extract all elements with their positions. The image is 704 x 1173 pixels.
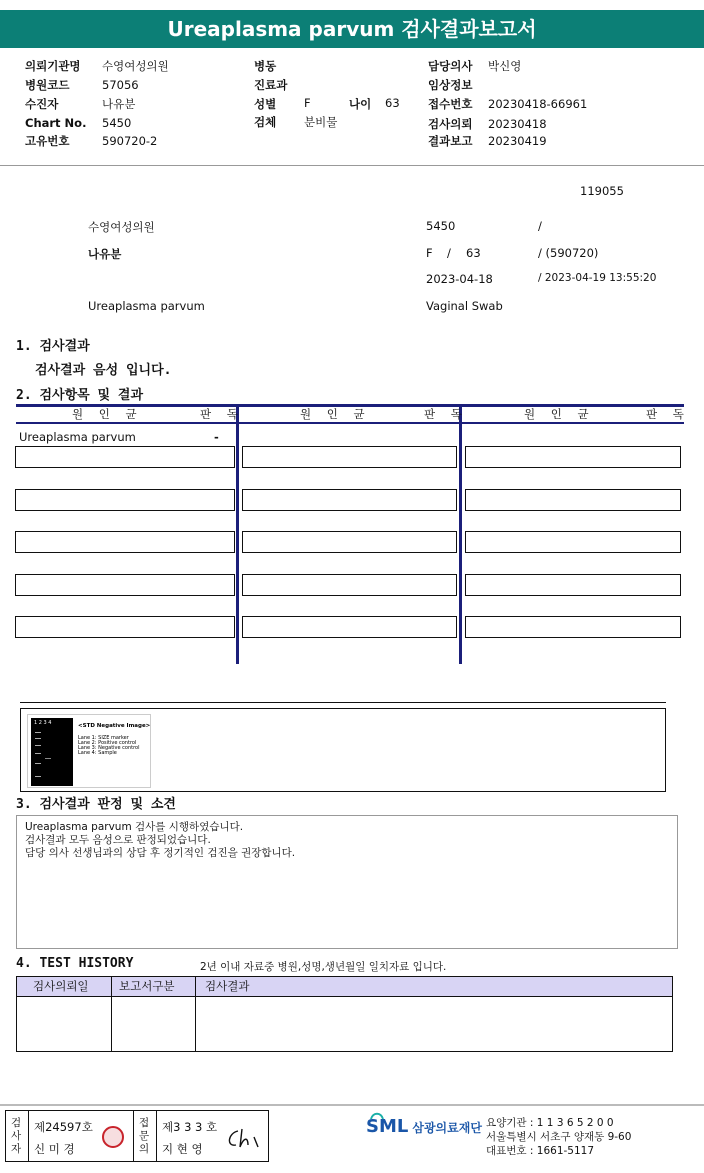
opinion-line: 검사결과 모두 음성으로 판정되었습니다. xyxy=(25,834,211,846)
header-value: 20230419 xyxy=(488,134,547,148)
specimen-value: 분비물 xyxy=(304,115,338,129)
table-header-rule xyxy=(16,422,684,424)
info-test: Ureaplasma parvum xyxy=(88,299,205,313)
table-column-divider xyxy=(236,406,239,664)
header-divider xyxy=(0,165,704,166)
result-cell xyxy=(465,616,681,638)
result-cell xyxy=(15,616,235,638)
header-label: Chart No. xyxy=(25,116,87,130)
approver-name: 지 현 영 xyxy=(162,1142,203,1156)
opinion-line: Ureaplasma parvum 검사를 시행하였습니다. xyxy=(25,821,244,833)
signature-icon xyxy=(224,1125,262,1151)
result-item-name: Ureaplasma parvum xyxy=(19,430,136,444)
gel-lane-numbers: 1 2 3 4 xyxy=(34,720,52,726)
col-header-judge: 판 독 xyxy=(646,407,690,421)
info-specimen: Vaginal Swab xyxy=(426,299,503,313)
col-header-judge: 판 독 xyxy=(200,407,244,421)
header-label: 담당의사 xyxy=(428,59,473,73)
col-header-judge: 판 독 xyxy=(424,407,468,421)
col-header-pathogen: 원 인 균 xyxy=(524,407,595,421)
report-title: Ureaplasma parvum 검사결과보고서 xyxy=(0,10,704,48)
history-note: 2년 이내 자료중 병원,성명,생년월일 일치자료 입니다. xyxy=(200,961,447,973)
opinion-line: 담당 의사 선생님과의 상담 후 정기적인 검진을 권장합니다. xyxy=(25,847,296,859)
header-row xyxy=(25,77,139,93)
result-cell xyxy=(15,574,235,596)
logo-arc-icon xyxy=(370,1110,384,1120)
col-header-pathogen: 원 인 균 xyxy=(72,407,143,421)
result-cell xyxy=(15,446,235,468)
table-column-divider xyxy=(459,406,462,664)
header-label: 접수번호 xyxy=(428,97,473,111)
header-value: 5450 xyxy=(102,116,132,130)
header-label: 의뢰기관명 xyxy=(25,59,81,73)
header-row xyxy=(428,133,547,149)
result-cell xyxy=(465,531,681,553)
history-col-date: 검사의뢰일 xyxy=(33,979,89,993)
header-row xyxy=(25,133,157,149)
info-date-received: 2023-04-18 xyxy=(426,272,493,286)
header-label: 임상정보 xyxy=(428,78,473,92)
header-row xyxy=(428,58,521,74)
gel-lanes xyxy=(31,718,73,786)
section1-result: 검사결과 음성 입니다. xyxy=(35,363,172,378)
contact-line: 서울특별시 서초구 양재동 9-60 xyxy=(486,1131,632,1143)
tester-label-text: 검사자 xyxy=(11,1117,22,1155)
result-cell xyxy=(242,574,457,596)
sex-label: 성별 xyxy=(254,97,277,111)
gel-divider xyxy=(20,702,666,703)
gel-title: <STD Negative Image> xyxy=(78,723,151,729)
info-date-reported: / 2023-04-19 13:55:20 xyxy=(538,272,657,284)
info-sex: F xyxy=(426,246,433,260)
result-cell xyxy=(242,446,457,468)
header-value: 박신영 xyxy=(488,59,522,73)
opinion-box xyxy=(16,815,678,949)
result-cell xyxy=(465,489,681,511)
approver-label-text: 접문의 xyxy=(139,1117,150,1155)
info-patient: 나유분 xyxy=(88,247,122,261)
header-value: 57056 xyxy=(102,78,139,92)
tester-number: 제24597호 xyxy=(34,1120,93,1134)
header-label: 고유번호 xyxy=(25,134,70,148)
result-cell xyxy=(242,531,457,553)
header-label: 병원코드 xyxy=(25,78,70,92)
col-header-pathogen: 원 인 균 xyxy=(300,407,371,421)
contact-line: 요양기관 : 1 1 3 6 5 2 0 0 xyxy=(486,1117,614,1129)
org-name: 삼광의료재단 xyxy=(412,1121,482,1135)
header-row xyxy=(428,96,587,112)
header-value: 590720-2 xyxy=(102,134,158,148)
gel-legend-line: Lane 4: Sample xyxy=(78,750,117,756)
gel-legend-line: Lane 2: Positive control xyxy=(78,740,137,746)
result-cell xyxy=(242,616,457,638)
info-chart: 5450 xyxy=(426,219,456,233)
header-row xyxy=(25,116,131,130)
section1-heading: 1. 검사결과 xyxy=(16,339,90,354)
header-label: 수진자 xyxy=(25,97,59,111)
header-row xyxy=(25,58,169,74)
age-value: 63 xyxy=(385,96,400,110)
specimen-label: 검체 xyxy=(254,115,277,129)
result-cell xyxy=(465,446,681,468)
history-col-divider xyxy=(195,977,196,1051)
gel-panel xyxy=(20,708,666,792)
logo-text: SML xyxy=(366,1116,409,1137)
info-hospital: 수영여성의원 xyxy=(88,220,155,234)
approver-label xyxy=(136,1117,152,1156)
result-cell xyxy=(465,574,681,596)
header-row xyxy=(25,96,135,112)
gel-legend-line: Lane 3: Negative control xyxy=(78,745,140,751)
info-sex-slash: / xyxy=(447,246,451,260)
info-id: / (590720) xyxy=(538,246,599,260)
header-label: 결과보고 xyxy=(428,134,473,148)
signature-box xyxy=(5,1110,269,1162)
history-header xyxy=(17,977,672,997)
age-label: 나이 xyxy=(349,97,372,111)
ward-label: 병동 xyxy=(254,59,277,73)
contact-info xyxy=(486,1116,631,1158)
result-cell xyxy=(15,531,235,553)
footer-divider xyxy=(0,1104,704,1106)
result-item-value: - xyxy=(214,430,219,444)
section4-heading: 4. TEST HISTORY xyxy=(16,956,134,971)
header-value: 20230418-66961 xyxy=(488,97,588,111)
gel-legend-line: Lane 1: SIZE marker xyxy=(78,735,129,741)
header-value: 20230418 xyxy=(488,117,547,131)
history-col-type: 보고서구분 xyxy=(119,979,175,993)
tester-stamp-icon xyxy=(102,1126,124,1148)
header-value: 나유분 xyxy=(102,97,136,111)
info-age: 63 xyxy=(466,246,481,260)
history-table xyxy=(16,976,673,1052)
tester-name: 신 미 경 xyxy=(34,1142,75,1156)
contact-line: 대표번호 : 1661-5117 xyxy=(486,1145,595,1157)
history-col-divider xyxy=(111,977,112,1051)
dept-label: 진료과 xyxy=(254,78,288,92)
sml-logo xyxy=(366,1116,482,1137)
header-label: 검사의뢰 xyxy=(428,117,473,131)
header-row xyxy=(428,116,547,132)
tester-label xyxy=(8,1117,24,1156)
result-cell xyxy=(15,489,235,511)
gel-image xyxy=(27,714,151,788)
header-row xyxy=(428,77,488,93)
approver-number: 제3 3 3 호 xyxy=(162,1120,218,1134)
header-value: 수영여성의원 xyxy=(102,59,169,73)
history-col-result: 검사결과 xyxy=(205,979,250,993)
sex-value: F xyxy=(304,96,311,110)
section3-heading: 3. 검사결과 판정 및 소견 xyxy=(16,797,176,812)
section2-heading: 2. 검사항목 및 결과 xyxy=(16,388,144,403)
report-code: 119055 xyxy=(580,184,624,198)
info-slash: / xyxy=(538,219,542,233)
result-cell xyxy=(242,489,457,511)
